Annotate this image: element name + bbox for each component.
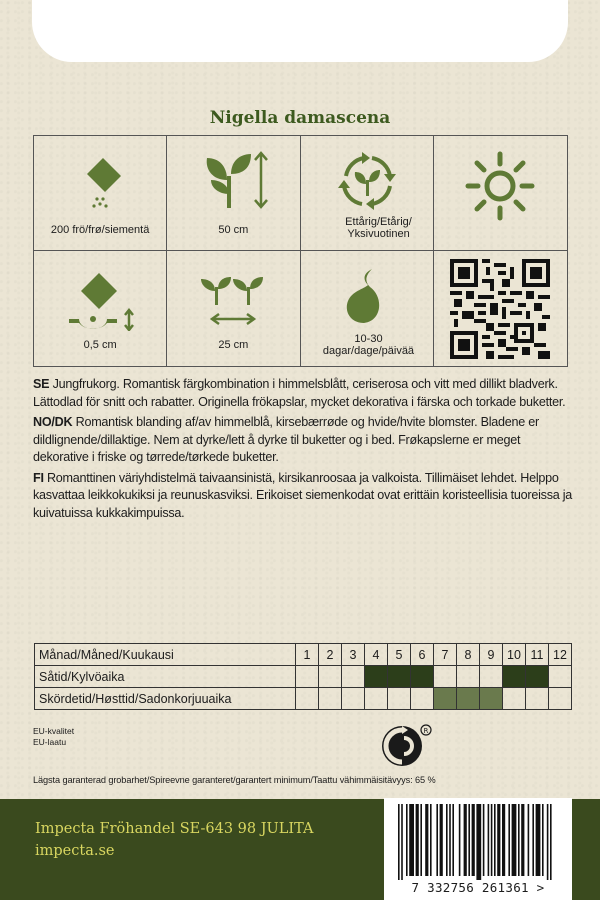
plant-spacing-icon	[193, 261, 273, 331]
harvest-month-1	[296, 688, 319, 710]
barcode-bar	[464, 804, 467, 876]
plant-height-cell	[167, 136, 300, 251]
harvest-time-row	[35, 688, 572, 710]
barcode-bar	[494, 804, 496, 876]
sow-month-8	[457, 666, 480, 688]
barcode-bar	[430, 804, 432, 876]
barcode-bar	[425, 804, 428, 876]
harvest-month-4	[365, 688, 388, 710]
barcode-bar	[518, 804, 520, 876]
sow-month-4	[365, 666, 388, 688]
annual-cycle-cell	[301, 136, 434, 251]
harvest-month-10	[503, 688, 526, 710]
month-11: 11	[526, 644, 549, 666]
barcode-bar	[436, 804, 438, 876]
annual-label: Ettårig/Etårig/ Yksivuotinen	[345, 216, 412, 240]
seed-count-label: 200 frö/frø/siementä	[50, 224, 150, 236]
annual-cycle-icon	[332, 146, 402, 216]
eu-quality-sv: EU-kvalitet	[33, 726, 75, 736]
plant-spacing-cell	[167, 251, 300, 366]
germination-time-label: 10-30 dagar/dage/päivää	[322, 333, 415, 357]
harvest-month-11	[526, 688, 549, 710]
ean-barcode	[384, 798, 572, 900]
barcode-bar	[497, 804, 500, 876]
month-10: 10	[503, 644, 526, 666]
month-9: 9	[480, 644, 503, 666]
sowing-depth-icon	[55, 261, 145, 331]
plant-height-icon	[193, 146, 273, 216]
barcode-bar	[472, 804, 475, 876]
month-6: 6	[411, 644, 434, 666]
month-7: 7	[434, 644, 457, 666]
barcode-bars	[384, 798, 572, 880]
sowing-depth-label: 0,5 cm	[83, 339, 117, 351]
qr-code-cell	[434, 251, 567, 366]
barcode-bar	[536, 804, 541, 876]
lang-code-dk: NO/DK	[33, 415, 73, 429]
sow-month-12	[549, 666, 572, 688]
month-1: 1	[296, 644, 319, 666]
barcode-bar	[440, 804, 443, 876]
harvest-month-7	[434, 688, 457, 710]
species-title: Nigella damascena	[209, 108, 391, 128]
harvest-month-9	[480, 688, 503, 710]
month-2: 2	[319, 644, 342, 666]
barcode-bar	[512, 804, 517, 876]
sow-month-3	[342, 666, 365, 688]
barcode-bar	[452, 804, 454, 876]
calendar-header-row	[35, 644, 572, 666]
harvest-month-3	[342, 688, 365, 710]
danish-norwegian-description	[33, 414, 573, 467]
sow-month-10	[503, 666, 526, 688]
barcode-bar	[449, 804, 451, 876]
seed-count-cell	[34, 136, 167, 251]
lang-code-se: SE	[33, 377, 50, 391]
barcode-bar	[542, 804, 544, 876]
sowing-time-row	[35, 666, 572, 688]
sow-month-2	[319, 666, 342, 688]
icon-grid	[33, 135, 568, 367]
harvest-month-5	[388, 688, 411, 710]
plant-spacing-label: 25 cm	[218, 339, 249, 351]
se-text: Jungfrukorg. Romantisk färgkombination i himmelsblått, ceriserosa och vitt med dillikt bladverk. Lättodlad för snitt och rabatter. Originella frökapslar, mycket dekorativa i färska och torkade buketter.	[33, 377, 566, 409]
barcode-bar	[459, 804, 461, 876]
sow-month-1	[296, 666, 319, 688]
svg-text:R: R	[423, 727, 429, 735]
finnish-description	[33, 470, 573, 523]
calendar-header: Månad/Måned/Kuukausi	[35, 644, 296, 666]
sow-month-7	[434, 666, 457, 688]
barcode-bar	[532, 804, 534, 876]
sow-month-5	[388, 666, 411, 688]
harvest-month-8	[457, 688, 480, 710]
barcode-bar	[401, 804, 403, 880]
lang-code-fi: FI	[33, 470, 44, 485]
sowing-time-label: Såtid/Kylvöaika	[35, 666, 296, 688]
month-12: 12	[549, 644, 572, 666]
sow-month-6	[411, 666, 434, 688]
month-3: 3	[342, 644, 365, 666]
green-dot-recycling-icon	[380, 722, 436, 768]
barcode-bar	[416, 804, 419, 876]
barcode-bar	[483, 804, 485, 876]
barcode-bar	[406, 804, 408, 876]
harvest-month-12	[549, 688, 572, 710]
month-5: 5	[388, 644, 411, 666]
barcode-bar	[420, 804, 422, 876]
germination-time-cell	[301, 251, 434, 366]
barcode-bar	[409, 804, 414, 876]
sowing-depth-cell	[34, 251, 167, 366]
barcode-bar	[502, 804, 505, 876]
barcode-bar	[476, 804, 481, 880]
seed-packet-icon	[65, 146, 135, 216]
month-4: 4	[365, 644, 388, 666]
barcode-bar	[508, 804, 510, 876]
barcode-digits: 7 332756 261361 >	[411, 880, 545, 895]
eu-quality-fi: EU-laatu	[33, 737, 67, 747]
germination-seed-icon	[332, 261, 402, 331]
harvest-time-label: Skördetid/Høsttid/Sadonkorjuuaika	[35, 688, 296, 710]
barcode-bar	[446, 804, 448, 876]
harvest-month-2	[319, 688, 342, 710]
eu-quality	[33, 726, 74, 748]
barcode-bar	[547, 804, 549, 880]
sowing-calendar	[34, 643, 572, 710]
plant-height-label: 50 cm	[218, 224, 249, 236]
qr-code-icon[interactable]	[450, 259, 550, 359]
company-address: Impecta Fröhandel SE-643 98 JULITA	[35, 821, 314, 837]
barcode-bar	[398, 804, 400, 880]
barcode-bar	[550, 804, 552, 880]
barcode-bar	[521, 804, 524, 876]
hang-hole	[32, 0, 568, 62]
description-texts	[33, 376, 573, 525]
fi-text: Romanttinen väriyhdistelmä taivaansinistä, kirsikanroosaa ja valkoista. Tillimäiset lehdet. Helppo kasvattaa leikkokukiksi ja reunuskasviksi. Erikoiset siemenkodat ovat erittäin koristeellisia tuoreissa ja kuivatuissa kukkakimpuissa.	[33, 470, 573, 520]
harvest-month-6	[411, 688, 434, 710]
dk-text: Romantisk blanding af/av himmelblå, kirsebærrøde og hvide/hvite blomster. Bladene er dildlignende/dillaktige. Nem at dyrke/lett å dyrke til buketter og i bed. Frøkapslerne er meget dekorative i friske og tørrede/tørkede buketter.	[33, 415, 539, 464]
sun-cell	[434, 136, 567, 251]
germination-guarantee: Lägsta garanterad grobarhet/Spireevne garanteret/garantert minimum/Taattu vähimmäisitävyys: 65 %	[33, 775, 436, 785]
sun-icon	[460, 146, 540, 226]
barcode-bar	[491, 804, 493, 876]
barcode-bar	[528, 804, 530, 876]
sow-month-11	[526, 666, 549, 688]
company-website[interactable]: impecta.se	[35, 843, 115, 859]
barcode-bar	[468, 804, 470, 876]
month-8: 8	[457, 644, 480, 666]
sow-month-9	[480, 666, 503, 688]
swedish-description	[33, 376, 573, 411]
barcode-bar	[488, 804, 490, 876]
